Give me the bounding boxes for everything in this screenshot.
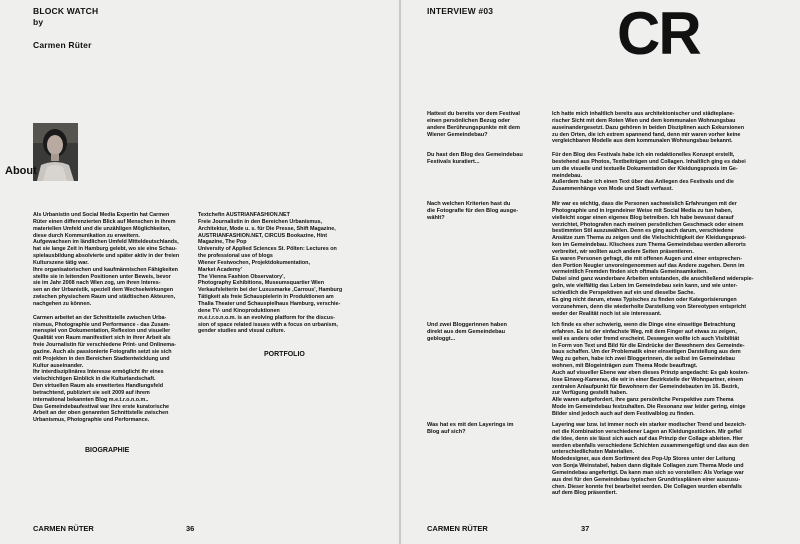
question-3: Nach welchen Kriterien hast du die Fotografie für den Blog ausge- wählt? (427, 201, 519, 221)
right-page (401, 0, 800, 544)
footer-author: CARMEN RÜTER (427, 524, 488, 533)
answer-2: Für den Blog des Festivals habe ich ein redaktionelles Konzept erstellt, bestehend aus Photos, Textbeiträgen und Collagen. Inhaltlich ging es dabei um die visuelle und textuelle Dokumentation der Kleidungspraxis im Ge- meindebau. Außerdem habe ich einen Text über das Anliegen des Festivals und die Zusammenhänge von Mode und Stadt verfasst. (552, 152, 746, 193)
question-1: Hattest du bereits vor dem Festival einen persönlichen Bezug oder andere Berührungspunkte mit dem Wiener Gemeindebau? (427, 111, 520, 138)
page-number: 37 (581, 524, 590, 533)
about-heading: About (5, 165, 37, 177)
author-name: Carmen Rüter (33, 40, 92, 50)
footer-author: CARMEN RÜTER (33, 524, 94, 533)
answer-1: Ich hatte mich inhaltlich bereits aus architektonischer und städteplane- rischer Sicht mit dem Roten Wien und dem kommunalen Wohnungsbau auseinandergesetzt. Dazu gehören in beiden Disziplinen auch Exkursionen zu den Orten, die ich extrem spannend fand, denn mir waren vorher keine vergleichbaren Modelle aus dem kommunalen Wohnungsbau bekannt. (552, 111, 745, 145)
bio-column-text: Als Urbanistin und Social Media Expertin hat Carmen Rüter einen differenzierten Blick auf Menschen in ihrem materiellen Umfeld und die unzähligen Möglichkeiten, diese durch Kommunikation zu erweitern. Aufgewachsen im ländlichen Umfeld Mitteldeutschlands, hat sie lange Zeit in Hamburg gelebt, wo sie eine Schau- spielausbildung absolvierte und später aktiv in der freien Kulturszene tätig war. Ihre organisatorischen und kaufmännischen Fähigkeiten stellte sie in leitenden Positionen unter Beweis, bevor sie im Jahr 2008 nach Wien zog, um ihren Interes- sen an der Urbanistik, speziell dem Wechselwirkungen zwischen physischem Raum und städtischen Akteuren, nachgehen zu können. Carmen arbeitet an der Schnittstelle zwischen Urba- nismus, Photographie und Performance - das Zusam- menspiel von Dokumentation, Reflexion und visueller Qualität von Raum manifestiert sich in ihrer Arbeit als freie Journalistin für verschiedene Print- und Onlinema- gazine. Auch als passionierte Fotografin setzt sie sich mit Projekten in den Bereichen Stadtentwicklung und Kultur auseinander. Ihr interdisziplinäres Interesse ermöglicht ihr eines vielschichtigen Einblick in die Kulturlandschaft. Den virtuellen Raum als erweitertes Handlungsfeld betrachtend, publiziert sie seit 2009 auf ihrem international bekannten Blog m.e.t.r.o.n.o.m.. Das Gemeindebaufestival war ihre erste kuratorische Arbeit an der oben genannten Schnittstelle zwischen Urbanismus, Photographie und Performance. (33, 212, 180, 424)
question-5: Was hat es mit den Layerings im Blog auf sich? (427, 422, 514, 435)
question-2: Du hast den Blog des Gemeindebau Festivals kuratiert... (427, 152, 523, 165)
portfolio-heading: PORTFOLIO (264, 351, 305, 358)
author-portrait (33, 123, 78, 181)
series-label: BLOCK WATCH (33, 6, 99, 16)
page-number: 36 (186, 524, 195, 533)
portfolio-column-text: Textchefin AUSTRIANFASHION.NET Freie Journalistin in den Bereichen Urbanismus, Architektur, Mode u. s. für Die Presse, Shift Magazine, AUSTRIANFASHION.NET, CIRCUS Bookazine, Hint Magazine, The Pop University of Applied Sciences St. Pölten: Lectures on the professional use of blogs Wiener Festwochen, Projektdokumentation, Market Academy' The Vienna Fashion Observatory', Photography Exhibitions, Museumsquartier Wien Verkaufsleiterin bei der Luxusmarke ,Carrous', Hamburg Tätigkeit als freie Schauspielerin in Produktionen am Thalia Theater und Schauspielhaus Hamburg, verschie- dene TV- und Kinoproduktionen m.e.t.r.o.n.o.m. is an evolving platform for the discus- sion of space related issues with a focus on urbanism, gender studies and visual culture. (198, 212, 343, 335)
biographie-heading: BIOGRAPHIE (85, 447, 130, 454)
interviewee-initials: CR (617, 0, 700, 67)
left-page (0, 0, 399, 544)
portrait-image (33, 123, 78, 181)
interview-label: INTERVIEW #03 (427, 6, 494, 16)
answer-5: Layering war bzw. ist immer noch ein starker modischer Trend und bezeich- net die Kombination verschiedener Lagen an Kleidungsstücken. Mir gefiel die Idee, denn sie lässt sich auch auf das Prinzip der Collage ableiten. Hier werden ebenfalls verschiedene Schichten zusammengefügt und das aus den unterschiedlichsten Materialien. Modedesigner, aus dem Sortiment des Pop-Up Stores unter der Leitung von Sonja Weinstabel, haben dann digitale Collagen zum Thema Mode und Gemeindebau angefertigt. Da kann man sich so vorstellen: Als Vorlage war aus drei für den Gemeindebau typischen Grundrissplänen einer auszusu- chen. Dieser konnte frei bearbeitet werden. Die Collagen wurden ebenfalls auf dem Blog präsentiert. (552, 422, 749, 497)
answer-3: Mir war es wichtig, dass die Personen sachweislich Erfahrungen mit der Photographie und in irgendeiner Weise mit Social Media zu tun haben, vielleicht sogar einen eigenes Blog betreiben. Ich habe bewusst darauf verzichtet, Photografen nach meinen persönlichen Geschmack oder einem bestimmten Stil auszuwählen. Denn es ging auch darum, verschiedene Ansätze zum Thema zu zeigen und die Vielschichtigkeit der Kleidungspraxi- ken im Gemeindebau. Klischees zum Thema Gemeindebau werden allerorts verbreitet, wir wollten auch andere Seiten präsentieren. Es waren Personen gefragt, die mit offenen Augen und einer entsprechen- den Portion Neugier unvoreingenommen auf das Andere zugehen. Denn im vermeintlich Fremden finden sich oftmals Gemeinsamkeiten. Dabei sind ganz wunderbare Arbeiten entstanden, die anschließend widerspie- geln, wie vielfältig das Leben im Gemeindebau sein kann, und wie unter- schiedlich die Perspektiven auf ein und dieselbe Sache. Es ging nicht darum, etwas Typisches zu finden oder Kategorisierungen vorzunehmen, denn die wiederholte Darstellung von Stereotypen entspricht weder der Realität noch ist sie interessant. (552, 201, 754, 317)
answer-4: Ich finde es eher schwierig, wenn die Dinge eine einseitige Betrachtung erfahren. Es ist der einfachste Weg, mit dem Finger auf etwas zu zeigen, weil es anders oder fremd erscheint. Deswegen wollte ich auch Visibilität in Form von Text und Bild für die Eindrücke der Bewohnern des Gemeinde- baus schaffen. Um der Problematik einer einseitigen Darstellung aus dem Weg zu gehen, habe ich zwei Bloggerinnen, die selbst im Gemeindebau wohnen, mit Blogeinträgen zum Thema Mode beauftragt. Auch auf visueller Ebene war eben dieses Prinzip angedacht: Es gab kosten- lose Einweg-Kameras, die wir in einer Bezirkstelle der Wohnpartner, einem zentralen Anlaufpunkt für Bewohnern der Gemeindebauten im 16. Bezirk, zur Verfügung gestellt haben. Alle waren aufgefordert, ihre ganz persönliche Perspektive zum Thema Mode im Gemeindebau festzuhalten. Die Resonanz war leider gering, einige Bilder sind jedoch auch auf dem Festivalblog zu finden. (552, 322, 749, 417)
by-label: by (33, 17, 44, 27)
question-4: Und zwei Bloggerinnen haben direkt aus dem Gemeindebau gebloggt... (427, 322, 507, 342)
